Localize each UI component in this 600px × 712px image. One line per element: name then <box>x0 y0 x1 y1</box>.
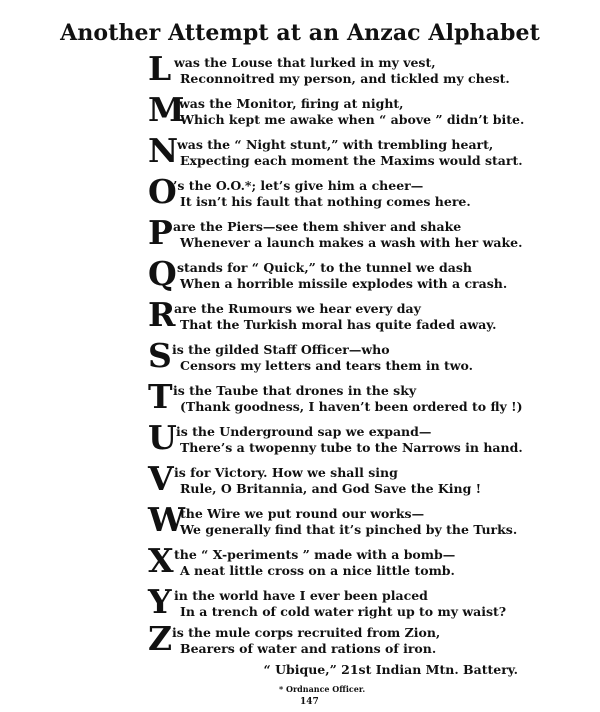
verse-W <box>148 500 578 541</box>
verse-line-2: There’s a twopenny tube to the Narrows in hand. <box>180 440 523 455</box>
verse-initial: L <box>148 49 172 88</box>
verse-Q <box>148 254 578 295</box>
verse-R <box>148 295 578 336</box>
verse-line-1: is the mule corps recruited from Zion, <box>172 625 441 640</box>
page-title: Another Attempt at an Anzac Alphabet <box>60 20 540 46</box>
verse-line-2: Censors my letters and tears them in two. <box>180 358 474 373</box>
verse-M <box>148 90 578 131</box>
verse-line-1: was the Louse that lurked in my vest, <box>174 55 436 70</box>
verse-U <box>148 418 578 459</box>
verse-line-1: ’s the O.O.*; let’s give him a cheer— <box>173 178 424 193</box>
verse-line-1: the Wire we put round our works— <box>180 506 425 521</box>
verse-line-2: That the Turkish moral has quite faded away. <box>180 317 497 332</box>
verse-X <box>148 541 578 582</box>
verse-initial: N <box>148 131 179 170</box>
verse-line-2: A neat little cross on a nice little tomb. <box>180 563 455 578</box>
verse-line-1: was the Monitor, firing at night, <box>179 96 404 111</box>
verse-line-2: It isn’t his fault that nothing comes here. <box>180 194 471 209</box>
footnote: * Ordnance Officer. <box>279 684 366 694</box>
verse-initial: Y <box>148 582 172 621</box>
verse-line-1: was the “ Night stunt,” with trembling heart, <box>177 137 494 152</box>
verse-initial: Z <box>148 619 173 658</box>
verse-S <box>148 336 578 377</box>
verse-initial: S <box>148 336 172 375</box>
verse-initial: W <box>148 500 186 539</box>
verse-T <box>148 377 578 418</box>
verse-line-2: In a trench of cold water right up to my waist? <box>180 604 507 619</box>
page-number: 147 <box>300 697 319 707</box>
verse-Y <box>148 582 578 623</box>
verse-line-1: the “ X-periments ” made with a bomb— <box>174 547 456 562</box>
verse-line-1: is the gilded Staff Officer—who <box>172 342 390 357</box>
verse-L <box>148 49 578 90</box>
verse-line-2: (Thank goodness, I haven’t been ordered to fly !) <box>180 399 523 414</box>
verse-line-1: stands for “ Quick,” to the tunnel we dash <box>177 260 472 275</box>
verse-line-2: When a horrible missile explodes with a crash. <box>180 276 508 291</box>
verse-initial: Q <box>148 254 177 293</box>
verse-initial: U <box>148 418 177 457</box>
verse-line-2: Bearers of water and rations of iron. <box>180 641 437 656</box>
verse-initial: P <box>148 213 173 252</box>
verse-line-1: is the Taube that drones in the sky <box>173 383 417 398</box>
author-signature: “ Ubique,” 21st Indian Mtn. Battery. <box>263 662 518 677</box>
verse-initial: V <box>148 459 174 498</box>
verse-initial: O <box>148 172 177 211</box>
verse-O <box>148 172 578 213</box>
verse-line-2: Reconnoitred my person, and tickled my chest. <box>180 71 510 86</box>
verse-line-1: are the Piers—see them shiver and shake <box>173 219 462 234</box>
verse-line-1: are the Rumours we hear every day <box>174 301 421 316</box>
verse-line-2: Whenever a launch makes a wash with her wake. <box>180 235 523 250</box>
verse-V <box>148 459 578 500</box>
verse-initial: R <box>148 295 176 334</box>
verse-line-1: is for Victory. How we shall sing <box>174 465 398 480</box>
verse-line-2: Rule, O Britannia, and God Save the King ! <box>180 481 482 496</box>
verse-line-2: Expecting each moment the Maxims would start. <box>180 153 523 168</box>
verse-N <box>148 131 578 172</box>
verse-line-1: is the Underground sap we expand— <box>176 424 432 439</box>
verse-initial: X <box>148 541 174 580</box>
verse-P <box>148 213 578 254</box>
verse-line-2: Which kept me awake when “ above ” didn’t bite. <box>180 112 525 127</box>
verse-line-1: in the world have I ever been placed <box>174 588 428 603</box>
verse-Z <box>148 619 578 660</box>
verse-initial: M <box>148 90 185 129</box>
verse-line-2: We generally find that it’s pinched by the Turks. <box>180 522 518 537</box>
verse-initial: T <box>148 377 173 416</box>
